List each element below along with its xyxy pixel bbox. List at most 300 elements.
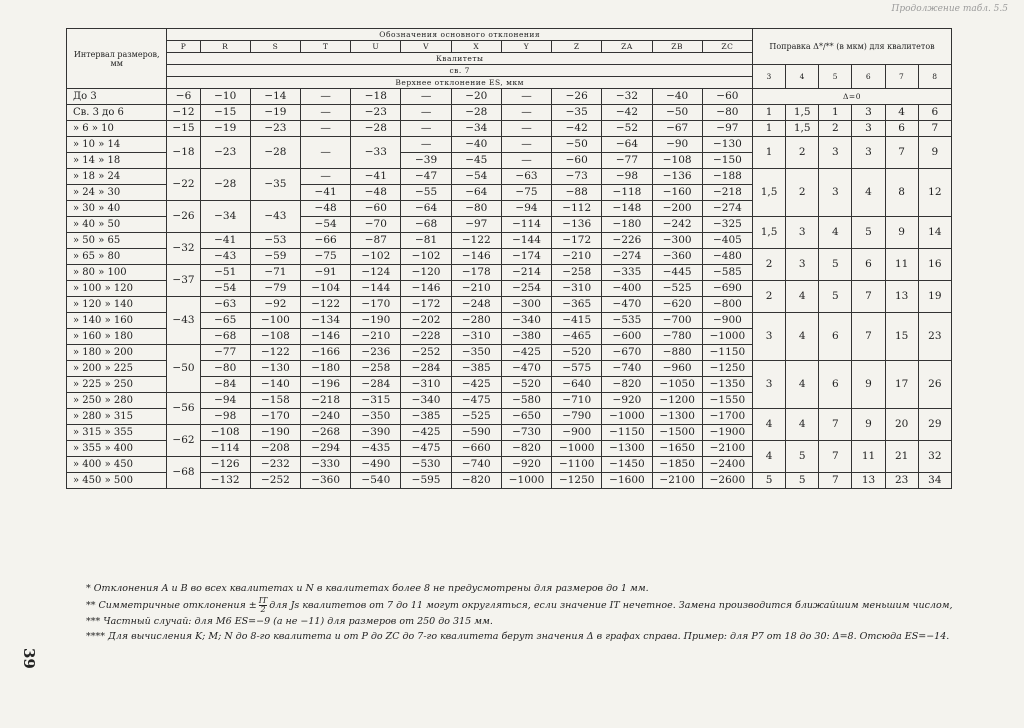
value-cell-x: −820 — [451, 473, 501, 489]
value-cell-zc: −325 — [702, 217, 752, 233]
value-cell-z: −710 — [552, 393, 602, 409]
value-cell-zb: −880 — [652, 345, 702, 361]
value-cell-s: −19 — [250, 105, 300, 121]
correction-cell: 13 — [852, 473, 885, 489]
value-cell-v: — — [401, 105, 451, 121]
interval-cell: » 355 » 400 — [67, 441, 167, 457]
value-cell-v: −39 — [401, 153, 451, 169]
value-cell-t: −218 — [301, 393, 351, 409]
correction-cell: 4 — [786, 361, 819, 409]
correction-cell: 3 — [753, 361, 786, 409]
value-cell-z: −35 — [552, 105, 602, 121]
value-cell-p: −15 — [167, 121, 200, 137]
value-cell-zb: −1850 — [652, 457, 702, 473]
interval-cell: » 280 » 315 — [67, 409, 167, 425]
value-cell-t: — — [301, 105, 351, 121]
correction-cell: 7 — [819, 409, 852, 441]
correction-cell: 4 — [786, 409, 819, 441]
correction-cell: 1,5 — [786, 105, 819, 121]
value-cell-u: −284 — [351, 377, 401, 393]
value-cell-p: −37 — [167, 265, 200, 297]
value-cell-s: −170 — [250, 409, 300, 425]
letter-header-zb: ZB — [652, 41, 702, 53]
delta-zero-label: Δ=0 — [753, 89, 952, 105]
value-cell-x: −45 — [451, 153, 501, 169]
value-cell-v: −252 — [401, 345, 451, 361]
correction-cell: 2 — [819, 121, 852, 137]
value-cell-zb: −300 — [652, 233, 702, 249]
interval-cell: » 24 » 30 — [67, 185, 167, 201]
qualitets-header: Квалитеты — [167, 53, 753, 65]
correction-cell: 2 — [753, 281, 786, 313]
value-cell-u: −170 — [351, 297, 401, 313]
value-cell-zb: −960 — [652, 361, 702, 377]
value-cell-t: −75 — [301, 249, 351, 265]
correction-cell: 3 — [786, 217, 819, 249]
value-cell-x: −310 — [451, 329, 501, 345]
value-cell-x: −122 — [451, 233, 501, 249]
correction-cell: 3 — [852, 137, 885, 169]
value-cell-s: −232 — [250, 457, 300, 473]
value-cell-z: −575 — [552, 361, 602, 377]
value-cell-zb: −780 — [652, 329, 702, 345]
value-cell-zb: −242 — [652, 217, 702, 233]
letter-header-y: Y — [501, 41, 551, 53]
value-cell-v: −102 — [401, 249, 451, 265]
correction-col-7: 7 — [885, 65, 918, 89]
value-cell-x: −248 — [451, 297, 501, 313]
value-cell-u: −315 — [351, 393, 401, 409]
correction-cell: 11 — [885, 249, 918, 281]
value-cell-za: −1000 — [602, 409, 652, 425]
correction-cell: 4 — [786, 281, 819, 313]
footnote-3: *** Частный случай: для M6 ES=−9 (а не −11) для размеров от 250 до 315 мм. — [86, 615, 493, 627]
value-cell-v: −81 — [401, 233, 451, 249]
correction-cell: 34 — [918, 473, 951, 489]
correction-cell: 1 — [753, 137, 786, 169]
interval-cell: » 200 » 225 — [67, 361, 167, 377]
value-cell-zc: −97 — [702, 121, 752, 137]
interval-cell: » 40 » 50 — [67, 217, 167, 233]
value-cell-zb: −445 — [652, 265, 702, 281]
value-cell-zb: −200 — [652, 201, 702, 217]
value-cell-r: −63 — [200, 297, 250, 313]
value-cell-z: −900 — [552, 425, 602, 441]
value-cell-za: −335 — [602, 265, 652, 281]
value-cell-za: −820 — [602, 377, 652, 393]
value-cell-x: −40 — [451, 137, 501, 153]
interval-cell: » 180 » 200 — [67, 345, 167, 361]
value-cell-z: −136 — [552, 217, 602, 233]
value-cell-x: −80 — [451, 201, 501, 217]
correction-cell: 19 — [918, 281, 951, 313]
value-cell-r: −23 — [200, 137, 250, 169]
value-cell-x: −146 — [451, 249, 501, 265]
value-cell-zb: −50 — [652, 105, 702, 121]
correction-cell: 1 — [753, 121, 786, 137]
correction-cell: 3 — [786, 249, 819, 281]
correction-col-4: 4 — [786, 65, 819, 89]
value-cell-x: −97 — [451, 217, 501, 233]
value-cell-z: −415 — [552, 313, 602, 329]
value-cell-u: −48 — [351, 185, 401, 201]
correction-cell: 3 — [819, 169, 852, 217]
value-cell-t: −240 — [301, 409, 351, 425]
value-cell-za: −670 — [602, 345, 652, 361]
value-cell-v: — — [401, 121, 451, 137]
value-cell-zc: −2400 — [702, 457, 752, 473]
value-cell-v: −172 — [401, 297, 451, 313]
correction-cell: 6 — [852, 249, 885, 281]
correction-cell: 1 — [819, 105, 852, 121]
value-cell-u: −102 — [351, 249, 401, 265]
value-cell-y: −730 — [501, 425, 551, 441]
value-cell-u: −540 — [351, 473, 401, 489]
value-cell-za: −1600 — [602, 473, 652, 489]
value-cell-za: −400 — [602, 281, 652, 297]
value-cell-y: −94 — [501, 201, 551, 217]
value-cell-v: −228 — [401, 329, 451, 345]
correction-cell: 5 — [819, 249, 852, 281]
value-cell-v: −475 — [401, 441, 451, 457]
value-cell-zb: −136 — [652, 169, 702, 185]
value-cell-v: — — [401, 89, 451, 105]
value-cell-p: −68 — [167, 457, 200, 489]
value-cell-p: −26 — [167, 201, 200, 233]
value-cell-y: −425 — [501, 345, 551, 361]
value-cell-t: −104 — [301, 281, 351, 297]
value-cell-zb: −525 — [652, 281, 702, 297]
interval-cell: » 160 » 180 — [67, 329, 167, 345]
correction-cell: 32 — [918, 441, 951, 473]
value-cell-za: −42 — [602, 105, 652, 121]
value-cell-z: −172 — [552, 233, 602, 249]
value-cell-zc: −2600 — [702, 473, 752, 489]
value-cell-zc: −1900 — [702, 425, 752, 441]
correction-cell: 1,5 — [753, 169, 786, 217]
correction-cell: 23 — [885, 473, 918, 489]
correction-cell: 20 — [885, 409, 918, 441]
value-cell-x: −20 — [451, 89, 501, 105]
value-cell-t: −146 — [301, 329, 351, 345]
interval-cell: Св. 3 до 6 — [67, 105, 167, 121]
correction-cell: 17 — [885, 361, 918, 409]
letter-header-u: U — [351, 41, 401, 53]
value-cell-zb: −620 — [652, 297, 702, 313]
value-cell-z: −465 — [552, 329, 602, 345]
table-row — [67, 441, 952, 457]
correction-cell: 5 — [786, 441, 819, 473]
value-cell-z: −42 — [552, 121, 602, 137]
value-cell-x: −34 — [451, 121, 501, 137]
correction-cell: 5 — [753, 473, 786, 489]
value-cell-r: −114 — [200, 441, 250, 457]
value-cell-s: −130 — [250, 361, 300, 377]
value-cell-z: −640 — [552, 377, 602, 393]
value-cell-p: −18 — [167, 137, 200, 169]
letter-header-p: P — [167, 41, 200, 53]
value-cell-y: −650 — [501, 409, 551, 425]
value-cell-p: −50 — [167, 345, 200, 393]
interval-cell: » 80 » 100 — [67, 265, 167, 281]
value-cell-zc: −1350 — [702, 377, 752, 393]
value-cell-y: −340 — [501, 313, 551, 329]
letter-header-s: S — [250, 41, 300, 53]
value-cell-za: −1150 — [602, 425, 652, 441]
value-cell-y: — — [501, 137, 551, 153]
correction-cell: 3 — [852, 121, 885, 137]
correction-cell: 1 — [753, 105, 786, 121]
value-cell-t: — — [301, 169, 351, 185]
correction-header: Поправка Δ*/** (в мкм) для квалитетов — [753, 29, 952, 65]
value-cell-v: −64 — [401, 201, 451, 217]
correction-cell: 5 — [786, 473, 819, 489]
letter-header-z: Z — [552, 41, 602, 53]
value-cell-za: −1300 — [602, 441, 652, 457]
value-cell-y: −75 — [501, 185, 551, 201]
value-cell-u: −60 — [351, 201, 401, 217]
interval-header: Интервал размеров, мм — [67, 29, 167, 89]
value-cell-t: −66 — [301, 233, 351, 249]
value-cell-zb: −1200 — [652, 393, 702, 409]
correction-cell: 6 — [918, 105, 951, 121]
table-row — [67, 249, 952, 265]
value-cell-s: −108 — [250, 329, 300, 345]
correction-cell: 12 — [918, 169, 951, 217]
value-cell-zb: −1500 — [652, 425, 702, 441]
value-cell-zc: −130 — [702, 137, 752, 153]
value-cell-y: −520 — [501, 377, 551, 393]
value-cell-za: −470 — [602, 297, 652, 313]
interval-cell: » 140 » 160 — [67, 313, 167, 329]
value-cell-u: −490 — [351, 457, 401, 473]
value-cell-v: −340 — [401, 393, 451, 409]
value-cell-t: — — [301, 121, 351, 137]
value-cell-zb: −700 — [652, 313, 702, 329]
value-cell-zc: −1550 — [702, 393, 752, 409]
value-cell-y: −820 — [501, 441, 551, 457]
value-cell-v: −425 — [401, 425, 451, 441]
value-cell-t: — — [301, 137, 351, 169]
value-cell-z: −1000 — [552, 441, 602, 457]
value-cell-za: −600 — [602, 329, 652, 345]
value-cell-r: −108 — [200, 425, 250, 441]
value-cell-zb: −108 — [652, 153, 702, 169]
value-cell-r: −54 — [200, 281, 250, 297]
value-cell-s: −59 — [250, 249, 300, 265]
tolerance-table — [66, 28, 952, 489]
value-cell-v: −310 — [401, 377, 451, 393]
value-cell-t: −180 — [301, 361, 351, 377]
value-cell-r: −51 — [200, 265, 250, 281]
correction-cell: 16 — [918, 249, 951, 281]
interval-cell: » 14 » 18 — [67, 153, 167, 169]
footnote-2-end: для Js квалитетов от 7 до 11 могут округляться, если значение IT нечетное. Замена производится ближайшим меньшим числом, — [269, 599, 953, 611]
table-row — [67, 105, 952, 121]
letter-header-v: V — [401, 41, 451, 53]
value-cell-r: −94 — [200, 393, 250, 409]
value-cell-t: −330 — [301, 457, 351, 473]
correction-cell: 6 — [819, 361, 852, 409]
correction-cell: 9 — [852, 409, 885, 441]
table-row — [67, 121, 952, 137]
value-cell-zb: −2100 — [652, 473, 702, 489]
value-cell-z: −26 — [552, 89, 602, 105]
value-cell-y: −214 — [501, 265, 551, 281]
value-cell-y: −580 — [501, 393, 551, 409]
value-cell-z: −790 — [552, 409, 602, 425]
value-cell-zb: −40 — [652, 89, 702, 105]
value-cell-u: −87 — [351, 233, 401, 249]
value-cell-p: −6 — [167, 89, 200, 105]
value-cell-v: −385 — [401, 409, 451, 425]
value-cell-p: −62 — [167, 425, 200, 457]
footnote-4: **** Для вычисления K; M; N до 8-го квалитета и от P до ZC до 7-го квалитета берут значения Δ в графах справа. Пример: для P7 от 18 до 30: Δ=8. Отсюда ES=−14. — [86, 631, 950, 642]
letter-header-zc: ZC — [702, 41, 752, 53]
value-cell-s: −28 — [250, 137, 300, 169]
value-cell-y: −300 — [501, 297, 551, 313]
correction-cell: 23 — [918, 313, 951, 361]
correction-cell: 13 — [885, 281, 918, 313]
correction-cell: 8 — [885, 169, 918, 217]
correction-cell: 2 — [786, 169, 819, 217]
upper-deviation-header: Верхнее отклонение ES, мкм — [167, 77, 753, 89]
value-cell-zc: −405 — [702, 233, 752, 249]
value-cell-p: −43 — [167, 297, 200, 345]
value-cell-r: −10 — [200, 89, 250, 105]
footnote-2 — [86, 597, 986, 614]
value-cell-s: −71 — [250, 265, 300, 281]
value-cell-t: −54 — [301, 217, 351, 233]
table-row — [67, 313, 952, 329]
correction-cell: 2 — [753, 249, 786, 281]
qualitets-value: св. 7 — [167, 65, 753, 77]
value-cell-r: −28 — [200, 169, 250, 201]
correction-cell: 5 — [819, 281, 852, 313]
correction-cell: 4 — [852, 169, 885, 217]
value-cell-zc: −1700 — [702, 409, 752, 425]
value-cell-z: −1100 — [552, 457, 602, 473]
interval-cell: » 10 » 14 — [67, 137, 167, 153]
letter-header-x: X — [451, 41, 501, 53]
table-row — [67, 473, 952, 489]
value-cell-za: −52 — [602, 121, 652, 137]
letter-header-r: R — [200, 41, 250, 53]
value-cell-u: −350 — [351, 409, 401, 425]
value-cell-r: −132 — [200, 473, 250, 489]
correction-cell: 6 — [819, 313, 852, 361]
value-cell-t: −268 — [301, 425, 351, 441]
value-cell-t: −166 — [301, 345, 351, 361]
value-cell-r: −15 — [200, 105, 250, 121]
value-cell-s: −92 — [250, 297, 300, 313]
value-cell-z: −60 — [552, 153, 602, 169]
value-cell-u: −258 — [351, 361, 401, 377]
value-cell-u: −435 — [351, 441, 401, 457]
correction-cell: 4 — [885, 105, 918, 121]
value-cell-t: — — [301, 89, 351, 105]
value-cell-u: −390 — [351, 425, 401, 441]
correction-cell: 5 — [852, 217, 885, 249]
value-cell-p: −22 — [167, 169, 200, 201]
value-cell-s: −122 — [250, 345, 300, 361]
value-cell-u: −236 — [351, 345, 401, 361]
value-cell-s: −14 — [250, 89, 300, 105]
value-cell-u: −190 — [351, 313, 401, 329]
value-cell-u: −70 — [351, 217, 401, 233]
value-cell-za: −535 — [602, 313, 652, 329]
letter-header-t: T — [301, 41, 351, 53]
value-cell-s: −43 — [250, 201, 300, 233]
value-cell-s: −158 — [250, 393, 300, 409]
value-cell-zc: −480 — [702, 249, 752, 265]
value-cell-u: −124 — [351, 265, 401, 281]
value-cell-r: −98 — [200, 409, 250, 425]
value-cell-u: −18 — [351, 89, 401, 105]
value-cell-v: — — [401, 137, 451, 153]
value-cell-y: −254 — [501, 281, 551, 297]
table-row — [67, 137, 952, 153]
value-cell-zc: −188 — [702, 169, 752, 185]
value-cell-x: −740 — [451, 457, 501, 473]
value-cell-v: −146 — [401, 281, 451, 297]
table-row — [67, 409, 952, 425]
value-cell-r: −43 — [200, 249, 250, 265]
value-cell-p: −12 — [167, 105, 200, 121]
value-cell-za: −148 — [602, 201, 652, 217]
correction-cell: 1,5 — [753, 217, 786, 249]
value-cell-za: −98 — [602, 169, 652, 185]
value-cell-x: −178 — [451, 265, 501, 281]
correction-cell: 26 — [918, 361, 951, 409]
value-cell-z: −1250 — [552, 473, 602, 489]
correction-cell: 3 — [753, 313, 786, 361]
value-cell-zb: −67 — [652, 121, 702, 137]
value-cell-s: −252 — [250, 473, 300, 489]
interval-cell: » 450 » 500 — [67, 473, 167, 489]
value-cell-y: −1000 — [501, 473, 551, 489]
interval-cell: » 225 » 250 — [67, 377, 167, 393]
letter-header-za: ZA — [602, 41, 652, 53]
value-cell-zc: −80 — [702, 105, 752, 121]
value-cell-zb: −1650 — [652, 441, 702, 457]
value-cell-zc: −274 — [702, 201, 752, 217]
table-row — [67, 169, 952, 185]
value-cell-y: — — [501, 105, 551, 121]
value-cell-za: −226 — [602, 233, 652, 249]
value-cell-r: −19 — [200, 121, 250, 137]
value-cell-z: −88 — [552, 185, 602, 201]
value-cell-s: −100 — [250, 313, 300, 329]
value-cell-v: −55 — [401, 185, 451, 201]
value-cell-za: −64 — [602, 137, 652, 153]
correction-cell: 9 — [918, 137, 951, 169]
value-cell-zc: −150 — [702, 153, 752, 169]
value-cell-s: −23 — [250, 121, 300, 137]
correction-cell: 9 — [852, 361, 885, 409]
correction-cell: 4 — [819, 217, 852, 249]
correction-cell: 29 — [918, 409, 951, 441]
interval-cell: » 18 » 24 — [67, 169, 167, 185]
interval-cell: » 100 » 120 — [67, 281, 167, 297]
value-cell-zb: −90 — [652, 137, 702, 153]
correction-cell: 7 — [852, 313, 885, 361]
value-cell-s: −79 — [250, 281, 300, 297]
value-cell-zc: −1000 — [702, 329, 752, 345]
correction-cell: 4 — [753, 441, 786, 473]
value-cell-r: −126 — [200, 457, 250, 473]
value-cell-zb: −1050 — [652, 377, 702, 393]
